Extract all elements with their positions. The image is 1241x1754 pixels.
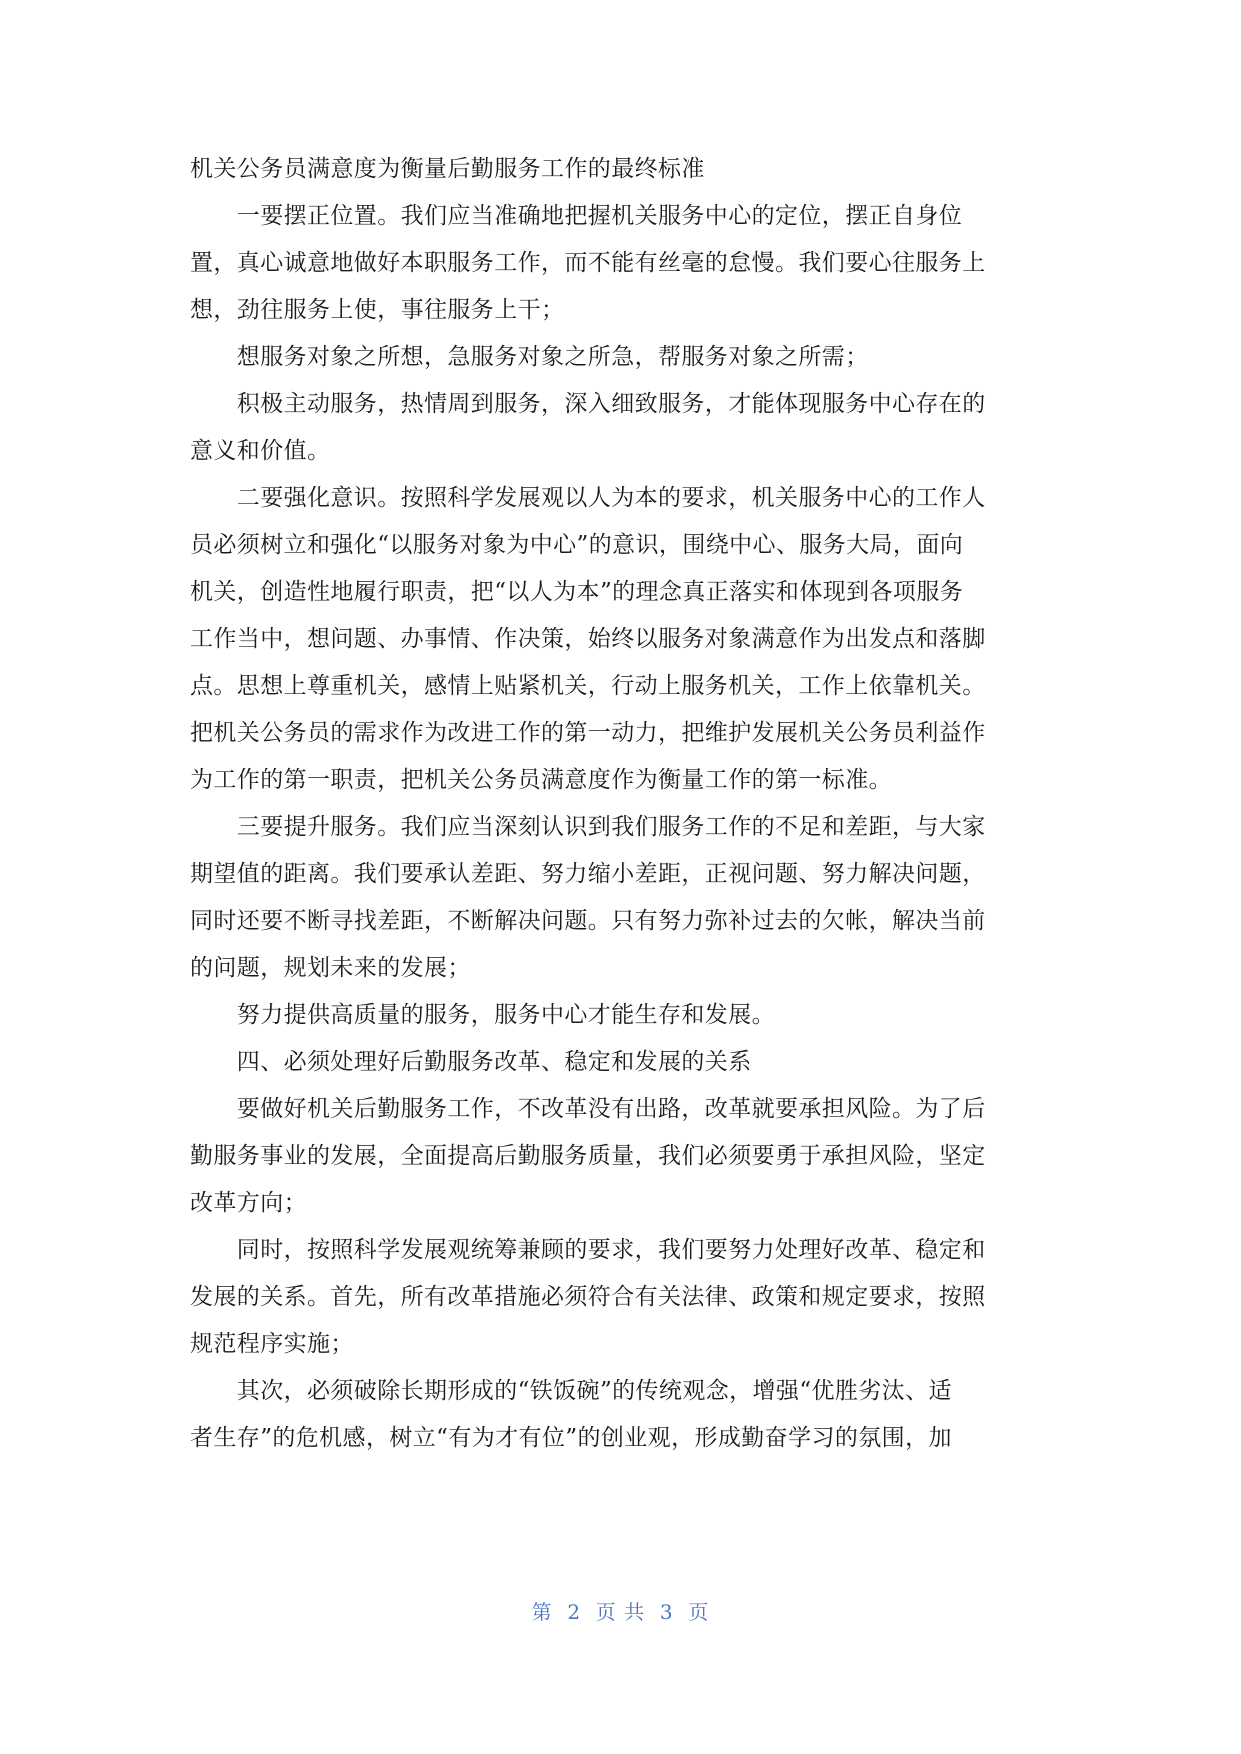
- text-line: 四、必须处理好后勤服务改革、稳定和发展的关系: [190, 1049, 752, 1075]
- page-number-footer: 第 2 页 共 3 页: [531, 1600, 710, 1624]
- text-line: 三要提升服务。我们应当深刻认识到我们服务工作的不足和差距，与大家: [190, 814, 986, 840]
- text-line: 想服务对象之所想，急服务对象之所急，帮服务对象之所需；: [190, 344, 869, 370]
- text-line: 努力提供高质量的服务，服务中心才能生存和发展。: [190, 1002, 775, 1028]
- text-line: 一要摆正位置。我们应当准确地把握机关服务中心的定位，摆正自身位: [190, 203, 963, 229]
- text-line: 的问题，规划未来的发展；: [190, 955, 471, 981]
- text-line: 意义和价值。: [190, 438, 331, 464]
- text-line: 同时还要不断寻找差距，不断解决问题。只有努力弥补过去的欠帐，解决当前: [190, 908, 986, 934]
- text-line: 点。思想上尊重机关，感情上贴紧机关，行动上服务机关，工作上依靠机关。: [190, 673, 986, 699]
- text-line: 积极主动服务，热情周到服务，深入细致服务，才能体现服务中心存在的: [190, 391, 986, 417]
- text-line: 二要强化意识。按照科学发展观以人为本的要求，机关服务中心的工作人: [190, 485, 986, 511]
- text-line: 期望值的距离。我们要承认差距、努力缩小差距，正视问题、努力解决问题，: [190, 861, 986, 887]
- text-line: 工作当中，想问题、办事情、作决策，始终以服务对象满意作为出发点和落脚: [190, 626, 986, 652]
- text-line: 者生存”的危机感，树立“有为才有位”的创业观，形成勤奋学习的氛围，加: [190, 1425, 952, 1451]
- text-line: 规范程序实施；: [190, 1331, 354, 1357]
- text-line: 把机关公务员的需求作为改进工作的第一动力，把维护发展机关公务员利益作: [190, 720, 986, 746]
- text-line: 为工作的第一职责，把机关公务员满意度作为衡量工作的第一标准。: [190, 767, 892, 793]
- text-line: 置，真心诚意地做好本职服务工作，而不能有丝毫的怠慢。我们要心往服务上: [190, 250, 986, 276]
- text-line: 员必须树立和强化“以服务对象为中心”的意识，围绕中心、服务大局，面向: [190, 532, 964, 558]
- document-body: [190, 146, 1046, 1462]
- text-line: 发展的关系。首先，所有改革措施必须符合有关法律、政策和规定要求，按照: [190, 1284, 986, 1310]
- text-line: 其次，必须破除长期形成的“铁饭碗”的传统观念，增强“优胜劣汰、适: [190, 1378, 952, 1404]
- text-line: 改革方向；: [190, 1190, 307, 1216]
- text-line: 要做好机关后勤服务工作，不改革没有出路，改革就要承担风险。为了后: [190, 1096, 986, 1122]
- text-line: 机关，创造性地履行职责，把“以人为本”的理念真正落实和体现到各项服务: [190, 579, 964, 605]
- text-line: 机关公务员满意度为衡量后勤服务工作的最终标准: [190, 156, 705, 182]
- text-line: 勤服务事业的发展，全面提高后勤服务质量，我们必须要勇于承担风险，坚定: [190, 1143, 986, 1169]
- text-line: 想，劲往服务上使，事往服务上干；: [190, 297, 565, 323]
- text-line: 同时，按照科学发展观统筹兼顾的要求，我们要努力处理好改革、稳定和: [190, 1237, 986, 1263]
